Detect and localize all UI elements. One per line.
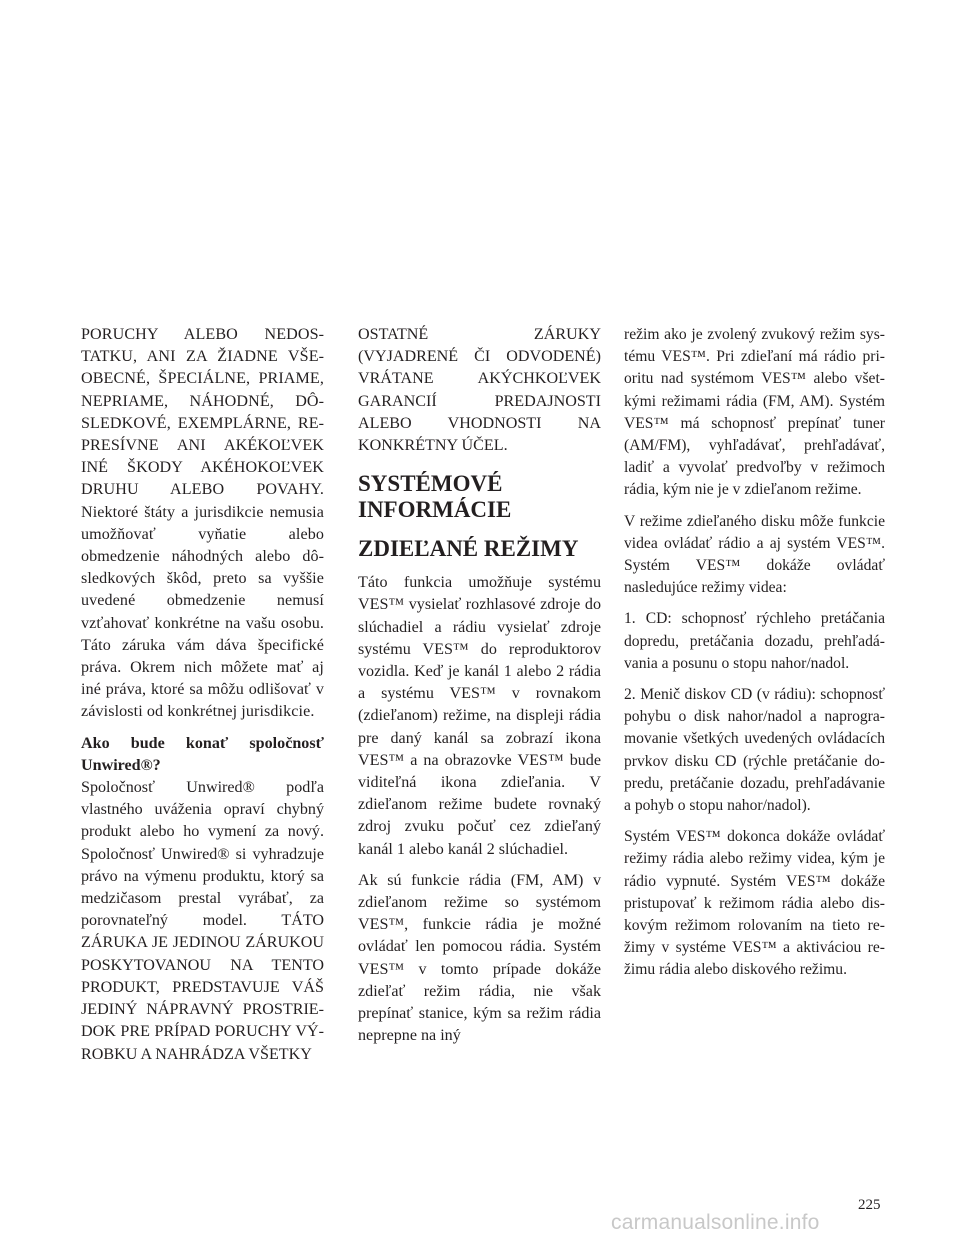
cd-changer-item: 2. Menič diskov CD (v rádiu): schopnosť pohybu o disk nahor/nadol a naprogramovanie všetkých uvedených ovládacích prvkov disku CD (rýchle pretáčanie dopredu, pretáčanie dozadu, prehľadávanie a pohyb o stopu nahor/nadol). xyxy=(624,686,885,815)
column-left xyxy=(81,324,324,1066)
warranty-continuation-paragraph: OSTATNÉ ZÁRUKY (VYJADRENÉ ČI ODVODENÉ) VRÁTANE AKÝCHKOĽVEK GARANCIÍ PREDAJNOSTI ALEBO VHODNOSTI NA KONKRÉTNY ÚČEL. xyxy=(358,326,601,455)
shared-disc-paragraph: V režime zdieľaného disku môže funkcie videa ovládať rádio a aj systém VES™. Systém VES™ dokáže ovládať nasledujúce režimy videa: xyxy=(624,512,885,597)
shared-modes-paragraph: Táto funkcia umožňuje systému VES™ vysielať rozhlasové zdroje do slúchadiel a rádiu vysielať zdroje systému VES™ do reproduktorov vozidla. Keď je kanál 1 alebo 2 rádia a systému VES™ v rovnakom (zdieľanom) režime, na displeji rádia pre daný kanál sa zobrazí ikona VES™ a na obrazovke VES™ bude viditeľná ikona zdieľania. V zdieľanom režime budete rovnaký zdroj zvuku počuť cez zdieľaný kanál 1 alebo kanál 2 slúchadiel. xyxy=(358,574,601,858)
unwired-action-paragraph xyxy=(81,733,324,1066)
column-right xyxy=(624,324,885,982)
radio-functions-paragraph: Ak sú funkcie rádia (FM, AM) v zdieľanom režime so systémom VES™, funkcie rádia je možné ovládať len pomocou rádia. Systém VES™ v tomto prípade dokáže zdieľať režim rádia, nie však prepínať stanice, kým sa režim rádia neprepne na iný xyxy=(358,871,601,1045)
ves-radio-off-paragraph: Systém VES™ dokonca dokáže ovládať režimy rádia alebo režimy videa, kým je rádio vypnuté. Systém VES™ dokáže pristupovať k režimom rádia alebo diskovým režimom rolovaním na tieto režimy v systéme VES™ a aktiváciou režimu rádia alebo diskového režimu. xyxy=(624,828,885,979)
warranty-limitation-paragraph: PORUCHY ALEBO NEDOSTATKU, ANI ZA ŽIADNE VŠEOBECNÉ, ŠPECIÁLNE, PRIAME, NEPRIAME, NÁHODNÉ, DÔSLEDKOVÉ, EXEMPLÁRNE, REPRESÍVNE ANI AKÉKOĽVEK INÉ ŠKODY AKÉHOKOĽVEK DRUHU ALEBO POVAHY. Niektoré štáty a jurisdikcie nemusia umožňovať vyňatie alebo obmedzenie náhodných alebo dôsledkových škôd, preto sa vyššie uvedené obmedzenie nemusí vzťahovať konkrétne na vašu osobu. Táto záruka vám dáva špecifické práva. Okrem nich môžete mať aj iné práva, ktoré sa môžu odlišovať v závislosti od konkrétnej jurisdikcie. xyxy=(81,326,324,721)
cd-controls-item: 1. CD: schopnosť rýchleho pretáčania dopredu, pretáčania dozadu, prehľadávania a posunu o stopu nahor/nadol. xyxy=(624,610,885,672)
column-middle xyxy=(358,324,601,1047)
watermark-text: carmanualsonline.info xyxy=(611,1211,820,1234)
unwired-action-heading: Ako bude konať spoločnosť Unwired®? xyxy=(81,734,324,774)
subsection-heading-shared-modes: ZDIEĽANÉ REŽIMY xyxy=(358,536,579,562)
section-heading-system-info: SYSTÉMOVÉ INFORMÁCIE xyxy=(358,471,512,523)
page-number: 225 xyxy=(858,1197,881,1213)
unwired-action-body: Spoločnosť Unwired® podľa vlastného uváženia opraví chybný produkt alebo ho vymení za nový. Spoločnosť Unwired® si vyhradzuje právo na výmenu produktu, ktorý sa medzičasom prestal vyrábať, za porovnateľný model. TÁTO ZÁRUKA JE JEDINOU ZÁRUKOU POSKYTOVANOU NA TENTO PRODUKT, PREDSTAVUJE VÁŠ JEDINÝ NÁPRAVNÝ PROSTRIEDOK PRE PRÍPAD PORUCHY VÝROBKU A NAHRÁDZA VŠETKY xyxy=(81,779,324,1063)
radio-priority-paragraph: režim ako je zvolený zvukový režim systému VES™. Pri zdieľaní má rádio prioritu nad systémom VES™ alebo všetkými režimami rádia (FM, AM). Systém VES™ má schopnosť prepínať tuner (AM/FM), vyhľadávať, prehľadávať, ladiť a vyvolať predvoľby v režimoch rádia, kým nie je v zdieľanom režime. xyxy=(624,326,885,499)
